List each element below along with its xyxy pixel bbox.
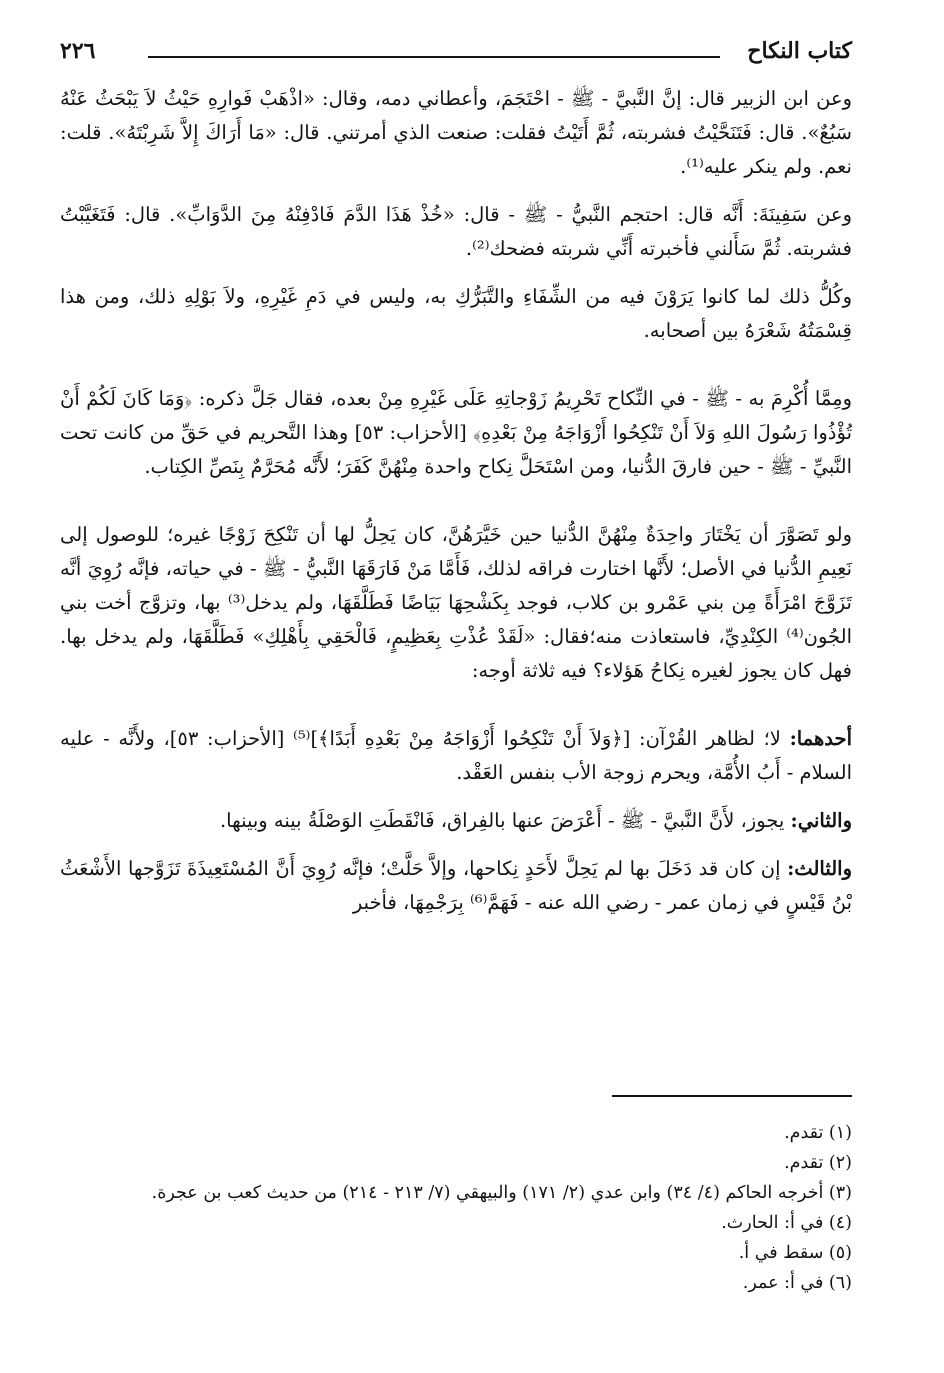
footnote-2: (٢) تقدم. — [784, 1153, 852, 1173]
paragraph-5-text: ولو تَصَوَّرَ أن يَخْتَارَ واحِدَةٌ مِنْهُنَّ الدُّنيا حين خَيَّرَهُنَّ، كان يَحِلُّ لها أن تَنْكِحَ زَوْجًا غيره؛ للوصول إلى نَعِيمِ الدُّنيا في الأصل؛ لأَنَّها اختارت فراقه لذلك، فَأَمَّا مَنْ فَارَقَهَا النَّبيُّ - ﷺ - في حياته، فإنَّه رُوِيَ أنَّه تَزَوَّجَ امْرَأَةً مِن بني عَمْرو بن كلاب، فوجد بِكَشْحِهَا بَيَاضًا فَطَلَّقَهَا، ولم يدخل⁽³⁾ بها، وتزوَّج أخت بني الجُون⁽⁴⁾ الكِنْدِيِّ، فاستعاذت منه؛فقال: «لَقَدْ عُذْتِ بِعَظِيمٍ، فَالْحَقِي بِأَهْلِكِ» فَطَلَّقَهَا، ولم يدخل بها. فهل كان يجوز لغيره نِكاحُ هَؤلاء؟ فيه ثلاثة أوجه: — [60, 523, 852, 682]
paragraph-7-text: يجوز، لأَنَّ النَّبيَّ - ﷺ - أَعْرَضَ عنها بالفِراق، فَانْقَطَتِ الوَصْلَةُ بينه وبينها. — [219, 809, 791, 832]
book-title: كتاب النكاح — [747, 38, 852, 64]
header-rule — [148, 56, 720, 58]
paragraph-1-text: وعن ابن الزبير قال: إنَّ النَّبيَّ - ﷺ - احْتَجَمَ، وأعطاني دمه، وقال: «اذْهَبْ فَوارِهِ حَيْثُ لاَ يَبْحَثُ عَنْهُ سَبُعٌ». قال: فَتَنَحَّيْتُ فشربته، ثُمَّ أَتَيْتُ فقلت: صنعت الذي أمرتني. قال: «مَا أَرَاكَ إِلاَّ شَرِبْتَهُ». قلت: نعم. ولم ينكر عليه⁽¹⁾. — [60, 87, 852, 178]
paragraph-6 — [60, 722, 852, 790]
paragraph-7 — [60, 804, 852, 838]
footnote-4: (٤) في أ: الحارث. — [721, 1213, 852, 1233]
footnotes — [60, 1118, 852, 1298]
footnote-5: (٥) سقط في أ. — [738, 1243, 852, 1263]
paragraph-2-text: وعن سَفِينَةَ: أَنَّه قال: احتجم النَّبيُّ - ﷺ - قال: «خُذْ هَذَا الدَّمَ فَادْفِنْهُ مِنَ الدَّوَابِّ». قال: فَتَغَيَّبْتُ فشربته. ثُمَّ سَأَلني فأخبرته أَنِّي شربته فضحك⁽²⁾. — [60, 203, 852, 260]
body-text — [60, 82, 852, 920]
paragraph-6-lead: أحدهما: — [789, 727, 852, 750]
paragraph-7-lead: والثاني: — [790, 809, 852, 832]
paragraph-2 — [60, 198, 852, 266]
paragraph-8-text: إن كان قد دَخَلَ بها لم يَحِلَّ لأَحَدٍ نِكاحها، وإلاَّ حَلَّتْ؛ فإنَّه رُوِيَ أَنَّ المُسْتَعِيذَةَ تَزَوَّجها الأَشْعَثُ بْنُ قَيْسٍ في زمان عمر - رضي الله عنه - فَهَمَّ⁽⁶⁾ بِرَجْمِهَا، فأخبر — [60, 857, 852, 914]
paragraph-8 — [60, 852, 852, 920]
page-header — [60, 30, 852, 74]
paragraph-4-text: ومِمَّا أُكْرِمَ به - ﷺ - في النِّكاح تَحْرِيمُ زَوْجاتِهِ عَلَى غَيْرِهِ مِنْ بعده، فقال جَلَّ ذكره: ﴿وَمَا كَانَ لَكُمْ أَنْ تُؤْذُوا رَسُولَ اللهِ وَلاَ أَنْ تَنْكِحُوا أَزْوَاجَهُ مِنْ بَعْدِهِ﴾ [الأحزاب: ٥٣] وهذا التَّحريم في حَقِّ من كانت تحت النَّبيِّ - ﷺ - حين فارقَ الدُّنيا، ومن اسْتَحَلَّ نِكاح واحدة مِنْهُنَّ كَفَرَ؛ لأَنَّه مُحَرَّمٌ بِنَصِّ الكِتاب. — [60, 387, 852, 478]
paragraph-4 — [60, 382, 852, 484]
paragraph-5 — [60, 518, 852, 688]
paragraph-1 — [60, 82, 852, 184]
footnote-3: (٣) أخرجه الحاكم (٤/ ٣٤) وابن عدي (٢/ ١٧١) والبيهقي (٧/ ٢١٣ - ٢١٤) من حديث كعب بن عجرة. — [151, 1183, 852, 1203]
paragraph-8-lead: والثالث: — [787, 857, 852, 880]
footnote-separator — [612, 1095, 852, 1097]
paragraph-3-text: وكُلُّ ذلك لما كانوا يَرَوْنَ فيه من الشِّفَاءِ والتَّبَرُّكِ به، وليس في دَمِ غَيْرِهِ، ولاَ بَوْلِهِ ذلك، ومن هذا قِسْمَتُهُ شَعْرَهُ بين أصحابه. — [60, 285, 852, 342]
paragraph-3 — [60, 280, 852, 348]
page-number: ٢٢٦ — [60, 38, 96, 64]
book-page — [60, 30, 852, 1350]
footnote-6: (٦) في أ: عمر. — [742, 1273, 852, 1293]
footnote-1: (١) تقدم. — [784, 1123, 852, 1143]
paragraph-6-text: لا؛ لظاهر القُرْآن: [﴿وَلاَ أَنْ تَنْكِحُوا أَزْوَاجَهُ مِنْ بَعْدِهِ أَبَدًا﴾]⁽⁵⁾ [الأحزاب: ٥٣]، ولأَنَّه - عليه السلام - أَبُ الأُمَّة، ويحرم زوجة الأب بنفس العَقْد. — [60, 727, 852, 784]
